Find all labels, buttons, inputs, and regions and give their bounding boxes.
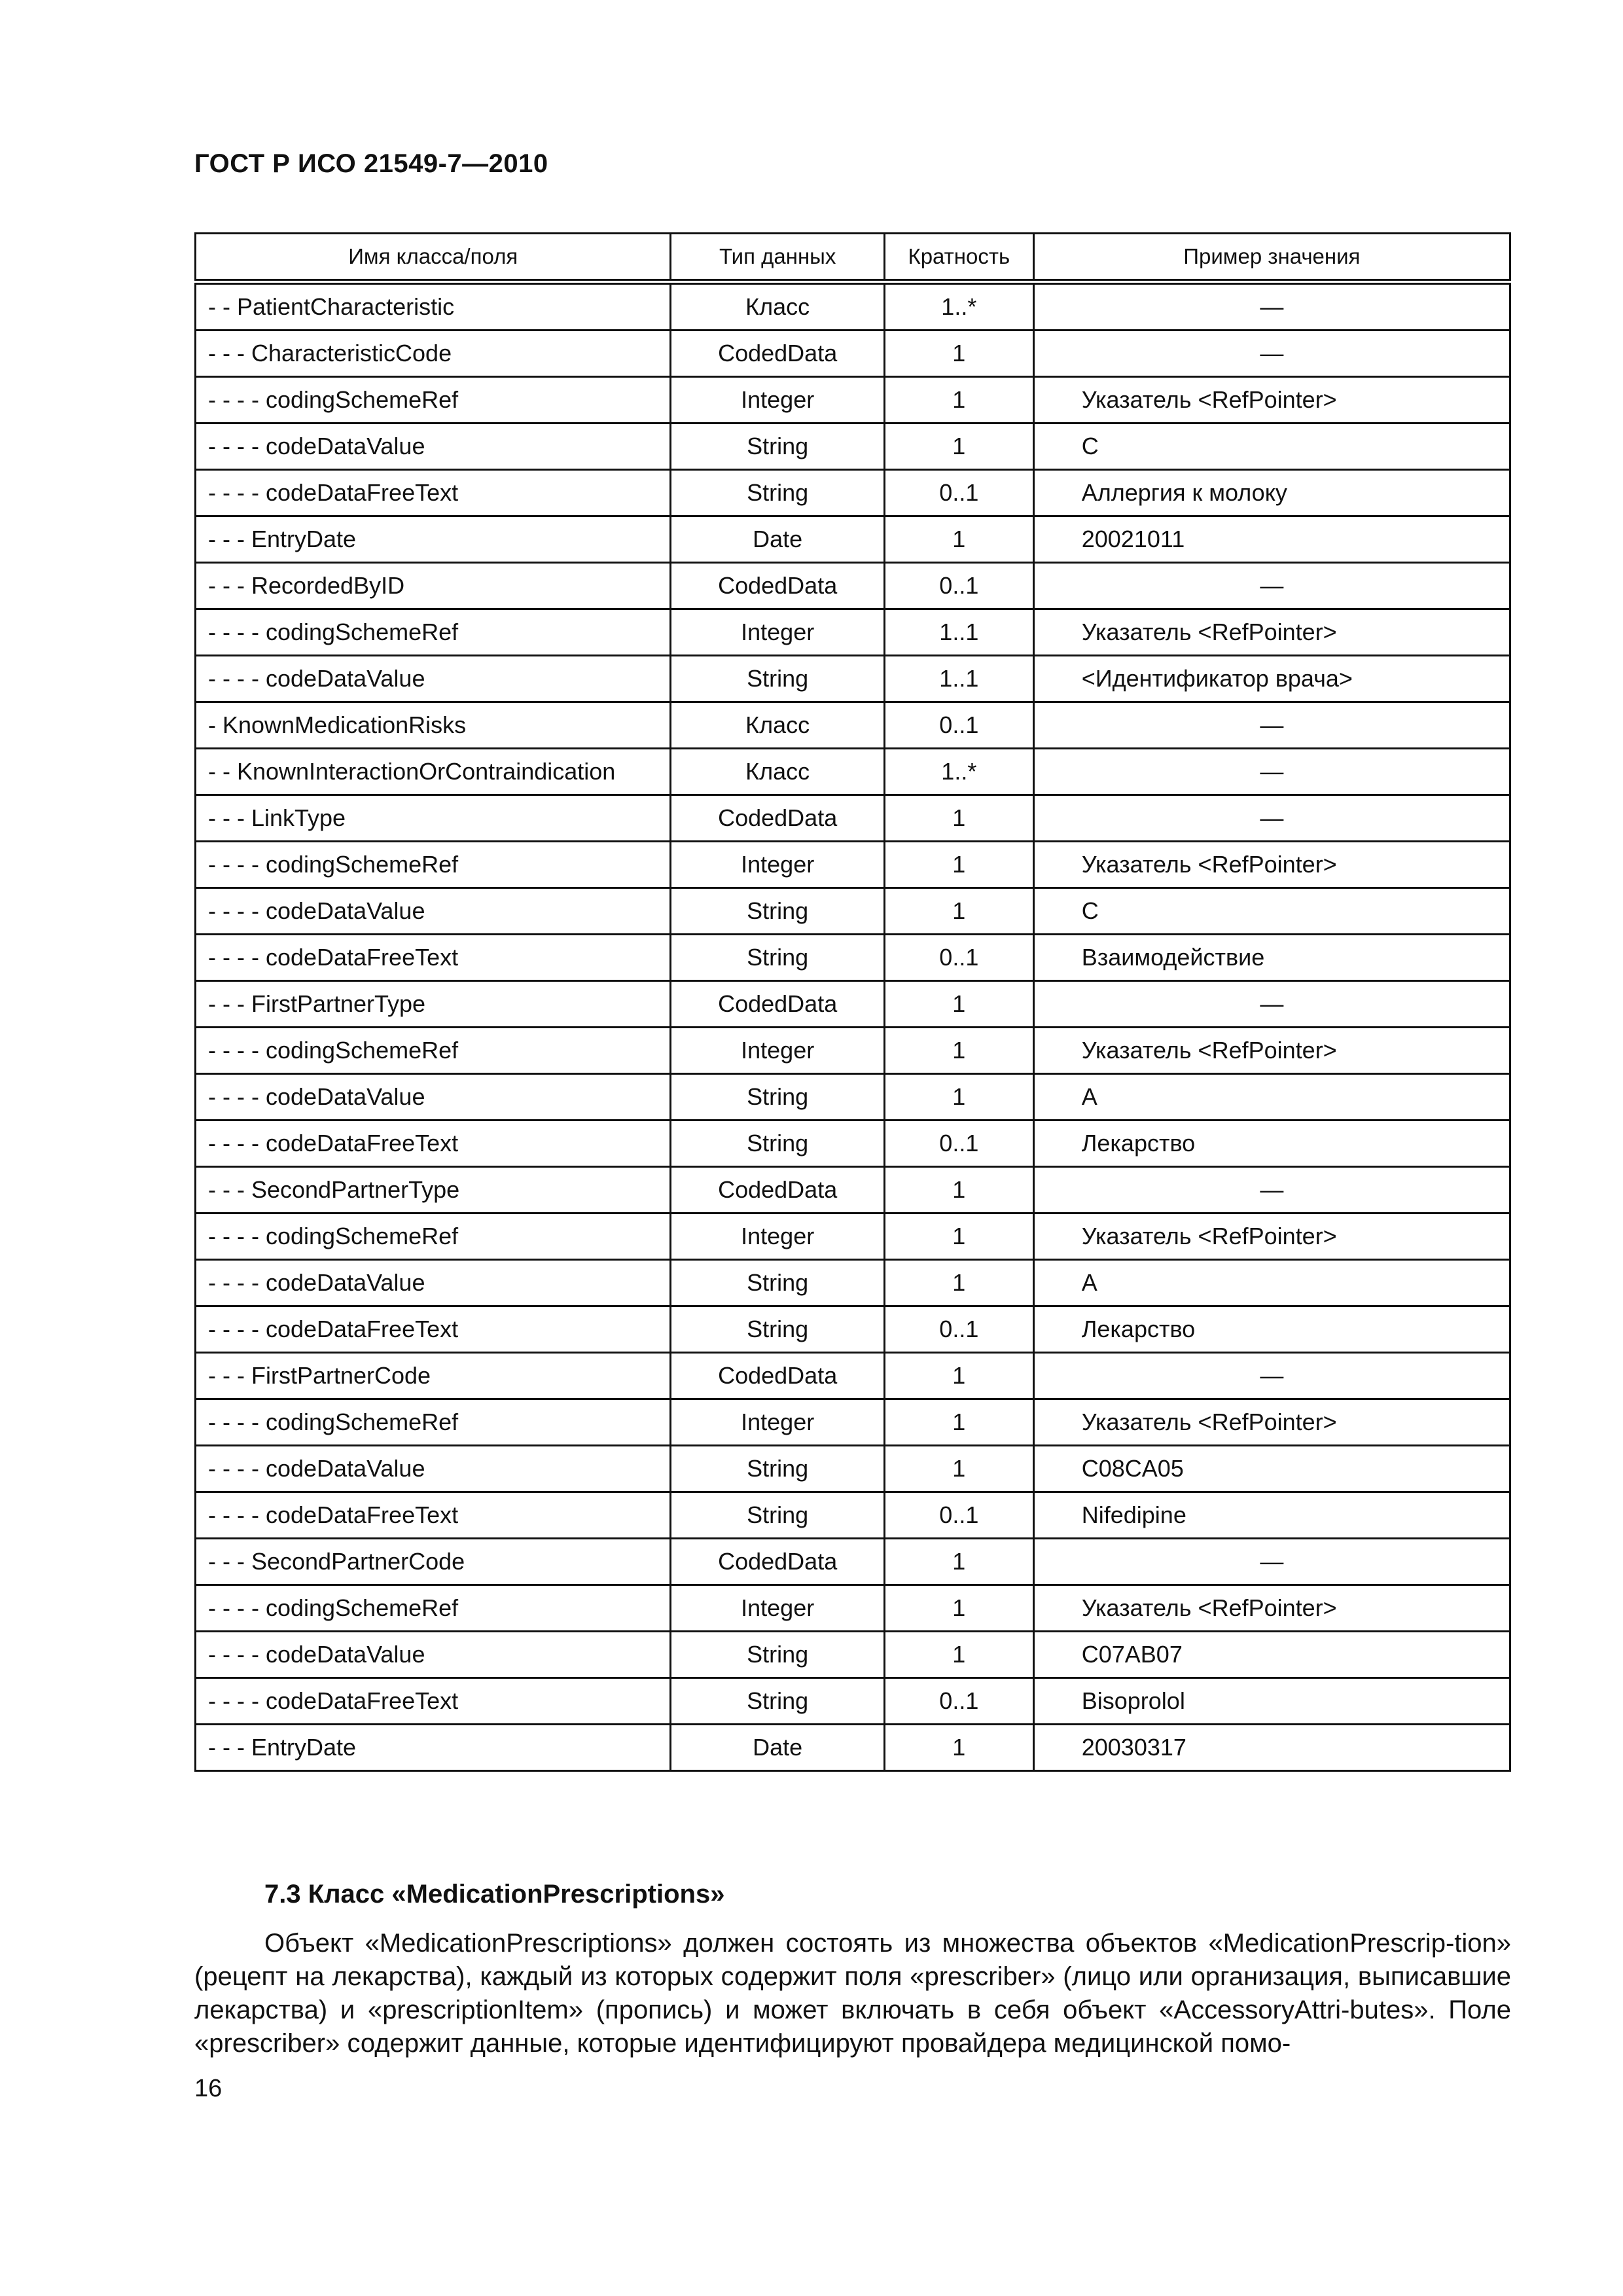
table-row [196,1213,1510,1260]
cell-multiplicity: 1 [884,331,1033,377]
cell-example-value: C [1033,423,1510,470]
col-header-example: Пример значения [1033,234,1510,282]
cell-example-value: Лекарство [1033,1306,1510,1353]
cell-example-value: Лекарство [1033,1121,1510,1167]
cell-multiplicity: 1 [884,1074,1033,1121]
table-row [196,1539,1510,1585]
cell-example-value: Аллергия к молоку [1033,470,1510,516]
cell-multiplicity: 1 [884,888,1033,935]
table-row [196,1260,1510,1306]
cell-multiplicity: 0..1 [884,1306,1033,1353]
cell-data-type: Date [671,1725,884,1771]
cell-field-name: - - - - codeDataFreeText [196,1492,671,1539]
table-row [196,377,1510,423]
cell-multiplicity: 1 [884,516,1033,563]
cell-data-type: Integer [671,1213,884,1260]
class-field-table [194,232,1511,1772]
cell-example-value: — [1033,1539,1510,1585]
cell-multiplicity: 1 [884,1167,1033,1213]
cell-example-value: C07AB07 [1033,1632,1510,1678]
cell-example-value: — [1033,282,1510,331]
cell-data-type: Integer [671,1399,884,1446]
document-header: ГОСТ Р ИСО 21549-7—2010 [194,149,548,178]
cell-field-name: - - - - codingSchemeRef [196,1399,671,1446]
cell-example-value: Указатель <RefPointer> [1033,1028,1510,1074]
table-row [196,1446,1510,1492]
section-paragraph: Объект «MedicationPrescriptions» должен состоять из множества объектов «MedicationPrescrip-tion» (рецепт на лекарства), каждый из которых содержит поля «prescriber» (лицо или организация, выписавшие лекарства) и «prescriptionItem» (пропись) и может включать в себя объект «AccessoryAttri-butes». Поле «prescriber» содержит данные, которые идентифицируют провайдера медицинской помо- [194,1929,1511,2058]
cell-field-name: - - - EntryDate [196,1725,671,1771]
table-row [196,1353,1510,1399]
cell-field-name: - - - - codingSchemeRef [196,377,671,423]
cell-field-name: - - - - codeDataFreeText [196,470,671,516]
cell-field-name: - - - - codeDataValue [196,1446,671,1492]
cell-data-type: String [671,888,884,935]
cell-field-name: - - - FirstPartnerType [196,981,671,1028]
cell-example-value: 20030317 [1033,1725,1510,1771]
cell-example-value: Указатель <RefPointer> [1033,1399,1510,1446]
cell-data-type: String [671,470,884,516]
table-row [196,702,1510,749]
cell-multiplicity: 1..1 [884,656,1033,702]
cell-multiplicity: 0..1 [884,563,1033,609]
cell-example-value: Указатель <RefPointer> [1033,609,1510,656]
cell-data-type: CodedData [671,563,884,609]
cell-multiplicity: 1 [884,377,1033,423]
cell-example-value: C [1033,888,1510,935]
cell-field-name: - - - - codingSchemeRef [196,609,671,656]
table-row [196,1492,1510,1539]
cell-data-type: CodedData [671,331,884,377]
cell-example-value: — [1033,749,1510,795]
cell-multiplicity: 1 [884,1353,1033,1399]
cell-multiplicity: 1 [884,1028,1033,1074]
cell-data-type: String [671,1446,884,1492]
cell-example-value: — [1033,795,1510,842]
cell-example-value: A [1033,1260,1510,1306]
cell-data-type: String [671,1632,884,1678]
cell-data-type: String [671,1121,884,1167]
cell-multiplicity: 1 [884,795,1033,842]
cell-example-value: Взаимодействие [1033,935,1510,981]
cell-example-value: Bisoprolol [1033,1678,1510,1725]
cell-field-name: - - - - codeDataFreeText [196,1678,671,1725]
table-row [196,470,1510,516]
table-row [196,1028,1510,1074]
cell-field-name: - - - SecondPartnerCode [196,1539,671,1585]
table-row [196,1074,1510,1121]
cell-data-type: Класс [671,749,884,795]
cell-example-value: — [1033,331,1510,377]
cell-data-type: String [671,935,884,981]
table-row [196,1399,1510,1446]
cell-example-value: — [1033,1353,1510,1399]
cell-data-type: CodedData [671,1539,884,1585]
table-row [196,1725,1510,1771]
cell-data-type: String [671,656,884,702]
cell-field-name: - - - - codeDataValue [196,423,671,470]
table-row [196,981,1510,1028]
cell-field-name: - - - LinkType [196,795,671,842]
page-number: 16 [194,2075,223,2102]
table-row [196,1121,1510,1167]
cell-multiplicity: 0..1 [884,470,1033,516]
table-row [196,1306,1510,1353]
cell-data-type: Integer [671,1585,884,1632]
cell-multiplicity: 1 [884,1725,1033,1771]
section-title: 7.3 Класс «MedicationPrescriptions» [264,1880,725,1909]
cell-multiplicity: 1 [884,1632,1033,1678]
table-row [196,888,1510,935]
cell-example-value: Указатель <RefPointer> [1033,1213,1510,1260]
cell-field-name: - - - - codeDataFreeText [196,1121,671,1167]
cell-example-value: Указатель <RefPointer> [1033,377,1510,423]
cell-data-type: CodedData [671,1353,884,1399]
cell-field-name: - - - - codeDataValue [196,1074,671,1121]
table-row [196,423,1510,470]
cell-multiplicity: 0..1 [884,1121,1033,1167]
cell-example-value: Указатель <RefPointer> [1033,1585,1510,1632]
cell-data-type: String [671,1678,884,1725]
cell-data-type: CodedData [671,795,884,842]
cell-multiplicity: 1 [884,1260,1033,1306]
cell-multiplicity: 0..1 [884,935,1033,981]
cell-data-type: String [671,423,884,470]
cell-multiplicity: 0..1 [884,702,1033,749]
cell-data-type: Integer [671,609,884,656]
cell-multiplicity: 1..1 [884,609,1033,656]
cell-field-name: - - - - codingSchemeRef [196,842,671,888]
cell-data-type: String [671,1260,884,1306]
cell-multiplicity: 1 [884,1399,1033,1446]
cell-field-name: - - - - codeDataValue [196,888,671,935]
cell-field-name: - - PatientCharacteristic [196,282,671,331]
cell-multiplicity: 1 [884,981,1033,1028]
cell-field-name: - - - - codeDataFreeText [196,935,671,981]
col-header-type: Тип данных [671,234,884,282]
cell-example-value: <Идентификатор врача> [1033,656,1510,702]
cell-field-name: - - - - codeDataFreeText [196,1306,671,1353]
cell-multiplicity: 0..1 [884,1678,1033,1725]
table-row [196,516,1510,563]
table-row [196,842,1510,888]
cell-example-value: C08CA05 [1033,1446,1510,1492]
cell-field-name: - - - - codingSchemeRef [196,1585,671,1632]
cell-data-type: String [671,1074,884,1121]
cell-field-name: - - - SecondPartnerType [196,1167,671,1213]
cell-multiplicity: 1 [884,1539,1033,1585]
cell-multiplicity: 1 [884,1585,1033,1632]
cell-data-type: Класс [671,702,884,749]
cell-example-value: — [1033,1167,1510,1213]
cell-data-type: CodedData [671,1167,884,1213]
cell-multiplicity: 0..1 [884,1492,1033,1539]
cell-multiplicity: 1 [884,842,1033,888]
table-row [196,609,1510,656]
cell-field-name: - - - - codingSchemeRef [196,1213,671,1260]
cell-field-name: - - - - codingSchemeRef [196,1028,671,1074]
cell-field-name: - - KnownInteractionOrContraindication [196,749,671,795]
cell-data-type: Date [671,516,884,563]
cell-data-type: Класс [671,282,884,331]
table-row [196,331,1510,377]
cell-example-value: 20021011 [1033,516,1510,563]
cell-example-value: A [1033,1074,1510,1121]
cell-example-value: — [1033,702,1510,749]
table-row [196,563,1510,609]
cell-field-name: - - - - codeDataValue [196,656,671,702]
cell-example-value: Nifedipine [1033,1492,1510,1539]
col-header-multiplicity: Кратность [884,234,1033,282]
table-row [196,282,1510,331]
cell-multiplicity: 1 [884,1213,1033,1260]
cell-multiplicity: 1..* [884,282,1033,331]
cell-data-type: CodedData [671,981,884,1028]
table-row [196,935,1510,981]
table-row [196,795,1510,842]
cell-field-name: - KnownMedicationRisks [196,702,671,749]
cell-field-name: - - - - codeDataValue [196,1632,671,1678]
cell-multiplicity: 1..* [884,749,1033,795]
cell-example-value: — [1033,563,1510,609]
table-row [196,1678,1510,1725]
table-row [196,1585,1510,1632]
cell-data-type: String [671,1306,884,1353]
cell-field-name: - - - - codeDataValue [196,1260,671,1306]
cell-multiplicity: 1 [884,1446,1033,1492]
table-row [196,749,1510,795]
cell-example-value: Указатель <RefPointer> [1033,842,1510,888]
cell-multiplicity: 1 [884,423,1033,470]
col-header-name: Имя класса/поля [196,234,671,282]
cell-data-type: Integer [671,377,884,423]
table-row [196,656,1510,702]
cell-field-name: - - - CharacteristicCode [196,331,671,377]
cell-field-name: - - - RecordedByID [196,563,671,609]
cell-example-value: — [1033,981,1510,1028]
cell-field-name: - - - EntryDate [196,516,671,563]
table-row [196,1632,1510,1678]
table-header-row [196,234,1510,282]
cell-data-type: String [671,1492,884,1539]
table-row [196,1167,1510,1213]
cell-data-type: Integer [671,842,884,888]
cell-data-type: Integer [671,1028,884,1074]
cell-field-name: - - - FirstPartnerCode [196,1353,671,1399]
